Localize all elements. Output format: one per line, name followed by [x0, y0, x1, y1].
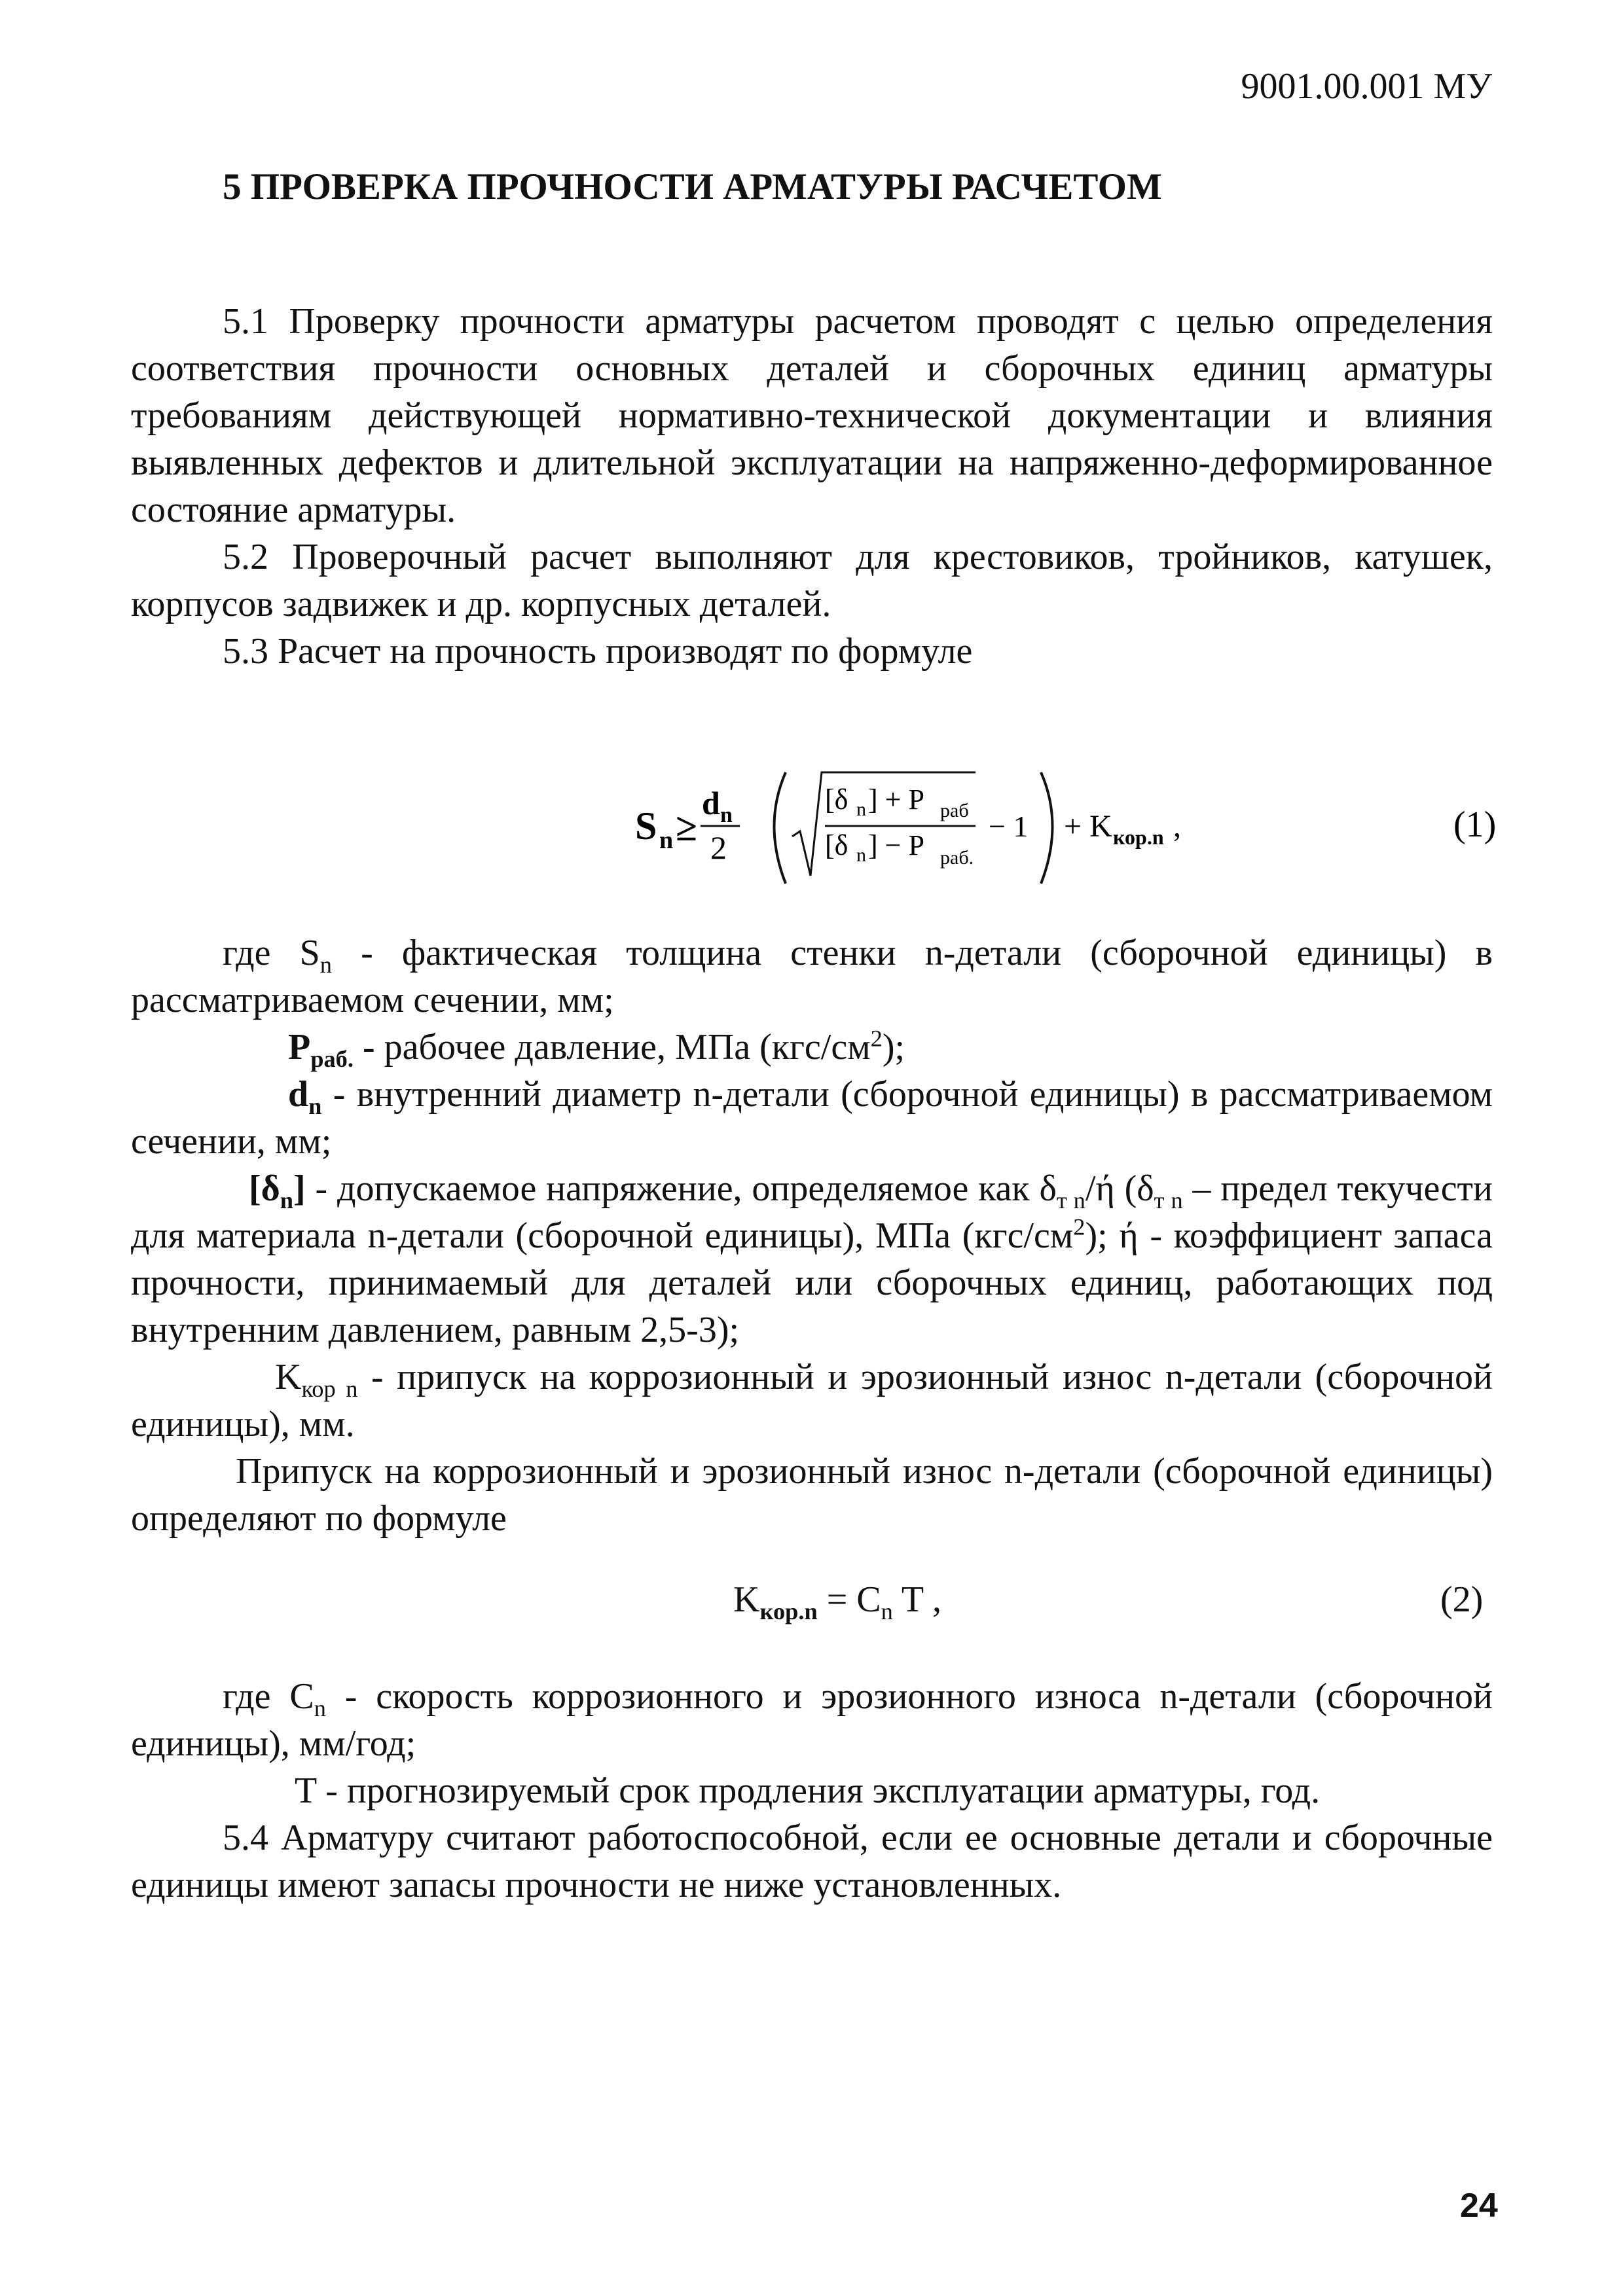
where-d [131, 1071, 1493, 1165]
root-den-close: ] − P [868, 829, 924, 861]
root-num-p-sub: раб [940, 800, 969, 821]
where-sigma-sub: n [280, 1187, 293, 1214]
k-sub: кор.n [1113, 825, 1164, 849]
where-sigma-close: ] [293, 1168, 306, 1209]
where-p-sup: 2 [870, 1025, 883, 1052]
paragraph-5-4: 5.4 Арматуру считают работоспособной, если ее основные детали и сборочные единицы имеют запасы прочности не ниже установленных. [131, 1818, 1493, 1905]
page-number: 24 [1460, 2187, 1498, 2225]
where-sigma-sup: 2 [1073, 1213, 1085, 1240]
formula-1-graphic [635, 759, 1552, 897]
root-num-close: ] + P [868, 783, 924, 816]
formula-1-number: (1) [1453, 804, 1497, 845]
formula-2-k-sub: кор.n [759, 1598, 818, 1625]
where-sn-text: - фактическая толщина стенки n-детали (сборочной единицы) в рассматриваемом сечении, мм; [131, 933, 1493, 1020]
where-c [131, 1673, 1493, 1767]
where-sigma-sub-tn2: т n [1154, 1187, 1183, 1214]
where-sigma [131, 1165, 1493, 1354]
where-sigma-text-4: ); ή - коэффициент запаса прочности, принимаемый для деталей или сборочных единиц, работающих под внутренним давлением, равным 2,5-3); [131, 1215, 1493, 1350]
where-sigma-text-3: – предел текучести для материала n-детали (сборочной единицы), МПа (кгс/см [131, 1168, 1493, 1256]
where-sn-lead: где S [223, 933, 320, 973]
where-p-text: - рабочее давление, МПа (кгс/см [353, 1027, 871, 1067]
plus-k: + K [1064, 809, 1112, 844]
section-title: 5 ПРОВЕРКА ПРОЧНОСТИ АРМАТУРЫ РАСЧЕТОМ [223, 166, 1162, 207]
where-t: T - прогнозируемый срок продления эксплуатации арматуры, год. [295, 1770, 1321, 1811]
where-d-text: - внутренний диаметр n-детали (сборочной единицы) в рассматриваемом сечении, мм; [131, 1074, 1493, 1162]
where-sigma-text-1: - допускаемое напряжение, определяемое как δ [305, 1168, 1057, 1209]
where-d-sym: d [288, 1074, 309, 1115]
where-sigma-text-2: /ή (δ [1085, 1168, 1154, 1209]
open-paren [775, 772, 786, 884]
formula-2-number: (2) [1440, 1579, 1484, 1620]
where-p [131, 1024, 1493, 1071]
formula-2-t: T , [892, 1579, 942, 1620]
close-paren [1041, 772, 1053, 884]
formula-d-sub: n [720, 803, 733, 827]
where-sigma-sub-tn: т n [1056, 1187, 1085, 1214]
where-k-sub: кор n [301, 1376, 358, 1403]
paragraph-5-3: 5.3 Расчет на прочность производят по формуле [223, 631, 973, 672]
where-d-sub: n [308, 1093, 322, 1120]
allowance-intro: Припуск на коррозионный и эрозионный износ n-детали (сборочной единицы) определяют по формуле [131, 1451, 1493, 1539]
document-code: 9001.00.001 МУ [1241, 66, 1492, 107]
formula-2 [733, 1579, 942, 1625]
where-k [131, 1354, 1493, 1448]
paragraph-5-2: 5.2 Проверочный расчет выполняют для крестовиков, тройников, катушек, корпусов задвижек и др. корпусных деталей. [131, 537, 1493, 624]
where-c-sub: n [314, 1695, 326, 1722]
formula-s-sub: n [659, 827, 674, 854]
paragraph-5-1: 5.1 Проверку прочности арматуры расчетом проводят с целью определения соответствия прочности основных деталей и сборочных единиц арматуры требованиям действующей нормативно-технической документации и влияния выявленных дефектов и длительной эксплуатации на напряженно-деформированное состояние арматуры. [131, 301, 1493, 530]
where-k-sym: K [275, 1357, 302, 1397]
where-k-text: - припуск на коррозионный и эрозионный износ n-детали (сборочной единицы), мм. [131, 1357, 1493, 1444]
where-sn-sub: n [319, 952, 332, 978]
root-den-sub: n [856, 844, 866, 866]
formula-s: S [635, 804, 657, 848]
where-p-end: ); [882, 1027, 905, 1067]
formula-two: 2 [710, 829, 727, 866]
formula-1 [635, 759, 1552, 897]
where-p-sub: раб. [310, 1046, 354, 1073]
formula-comma: , [1173, 809, 1181, 844]
formula-d: d [702, 785, 720, 821]
formula-relation: ≥ [676, 806, 697, 849]
root-den-p-sub: раб. [940, 847, 974, 869]
minus-one: − 1 [989, 810, 1029, 843]
where-c-text: - скорость коррозионного и эрозионного износа n-детали (сборочной единицы), мм/год; [131, 1676, 1493, 1764]
root-den: [δ [825, 829, 848, 861]
root-num-sub: n [856, 798, 866, 820]
where-sigma-sym: [δ [249, 1168, 280, 1209]
where-sn [131, 929, 1493, 1024]
root-num: [δ [825, 783, 848, 816]
formula-2-c-sub: n [881, 1598, 893, 1625]
where-p-sym: P [288, 1027, 311, 1067]
formula-2-eq: = C [817, 1579, 881, 1620]
formula-2-k: K [733, 1579, 760, 1620]
where-c-lead: где C [223, 1676, 314, 1717]
